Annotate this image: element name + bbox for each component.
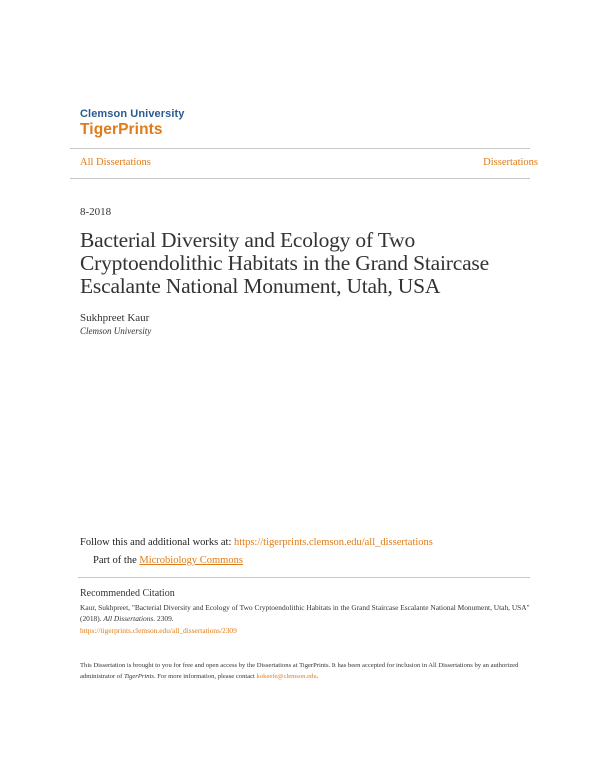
document-title xyxy=(80,229,540,298)
notice-tigerprints: TigerPrints xyxy=(123,673,154,680)
top-divider xyxy=(70,148,530,149)
publication-date: 8-2018 xyxy=(80,206,112,218)
all-dissertations-link[interactable]: All Dissertations xyxy=(80,157,151,168)
microbiology-commons-link[interactable]: Microbiology Commons xyxy=(139,555,243,566)
title-line: Escalante National Monument, Utah, USA xyxy=(80,274,441,298)
part-of-prefix: Part of the xyxy=(93,555,140,566)
title-line: Cryptoendolithic Habitats in the Grand Staircase xyxy=(80,251,489,275)
citation-text xyxy=(80,603,530,624)
nav-divider xyxy=(70,178,530,179)
citation-series: All Dissertations xyxy=(103,613,154,623)
notice-end: . xyxy=(316,673,319,680)
notice-part1: This Dissertation is brought to you for free and open access by the Dissertations at TigerPrints. It has been accepted for inclusion in All Dissertations by an authorized administrator of xyxy=(80,662,519,680)
access-notice xyxy=(80,660,528,682)
repository-name: TigerPrints xyxy=(80,121,163,138)
title-line: Bacterial Diversity and Ecology of Two xyxy=(80,228,416,252)
follow-line xyxy=(80,537,433,548)
repository-logo[interactable] xyxy=(80,108,185,139)
part-of-line xyxy=(93,555,243,566)
university-name: Clemson University xyxy=(80,108,185,120)
author-name: Sukhpreet Kaur xyxy=(80,312,150,324)
citation-heading: Recommended Citation xyxy=(80,588,175,599)
dissertations-link[interactable]: Dissertations xyxy=(483,157,538,168)
collection-url-link[interactable]: https://tigerprints.clemson.edu/all_dissertations xyxy=(234,537,433,548)
notice-part2: . For more information, please contact xyxy=(154,673,257,680)
citation-url-link[interactable]: https://tigerprints.clemson.edu/all_dissertations/2309 xyxy=(80,626,237,635)
citation-divider xyxy=(78,577,530,578)
author-affiliation: Clemson University xyxy=(80,326,152,336)
contact-email-link[interactable]: kokeefe@clemson.edu xyxy=(256,673,317,680)
citation-number: . 2309. xyxy=(153,613,174,623)
follow-prefix: Follow this and additional works at: xyxy=(80,537,234,548)
citation-main: Kaur, Sukhpreet, "Bacterial Diversity and Ecology of Two Cryptoendolithic Habitats in the Grand Staircase Escalante National Monument, Utah, USA" (2018). xyxy=(80,603,530,623)
